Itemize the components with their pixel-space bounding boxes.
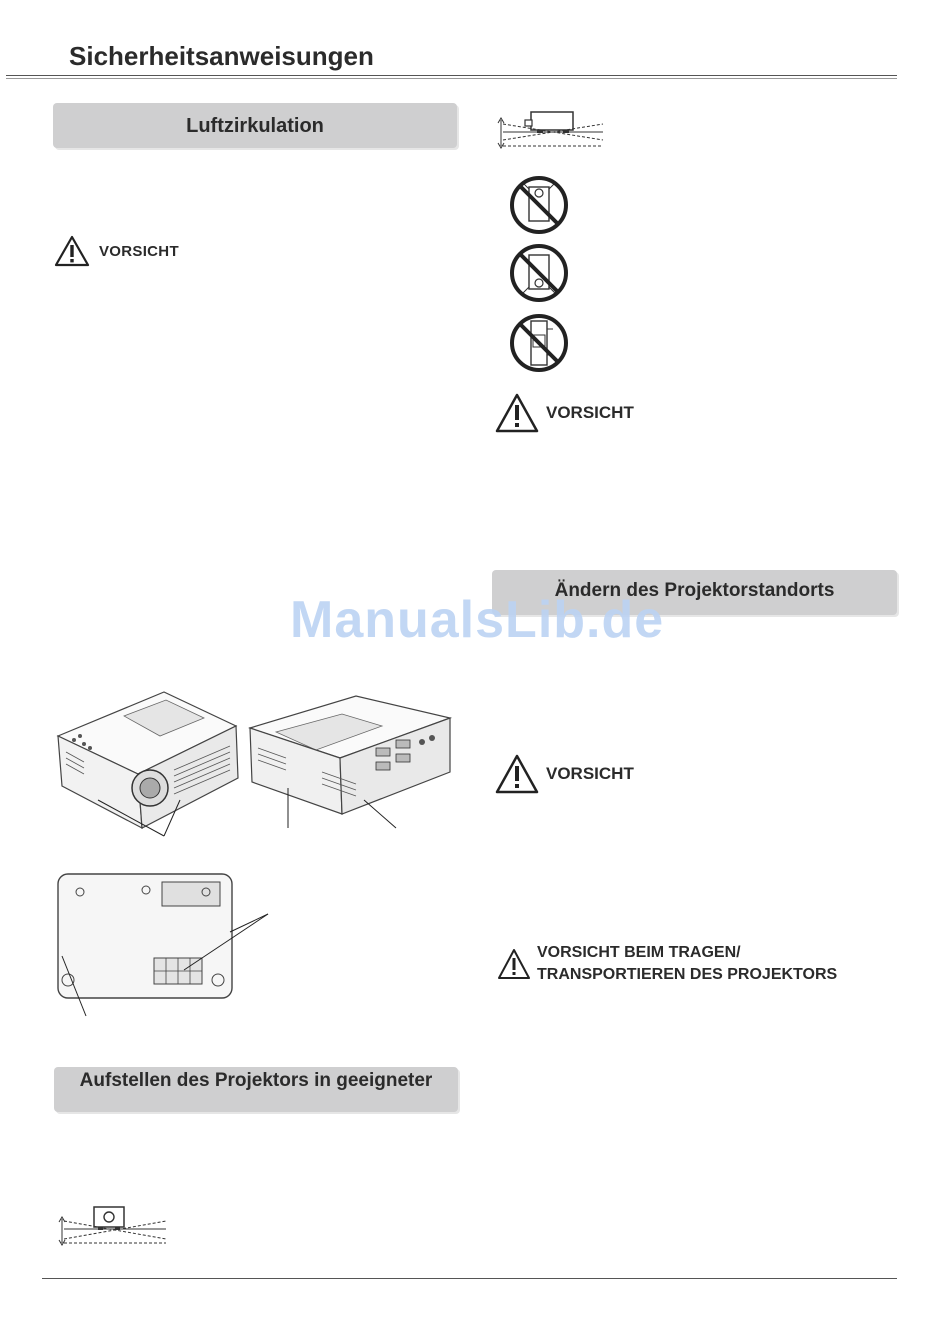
caution-block-transport — [497, 942, 837, 986]
projector-tilt-diagram — [497, 106, 607, 152]
projector-bottom-illustration — [54, 870, 274, 1020]
projector-tilt-diagram-front — [58, 1203, 170, 1247]
section-header-luftzirkulation — [53, 103, 457, 148]
caution-block — [54, 235, 179, 267]
projector-front-illustration — [54, 688, 242, 840]
warning-triangle-icon — [495, 393, 539, 433]
section-title: Ändern des Projektorstandorts — [554, 580, 835, 601]
page-title: Sicherheitsanweisungen — [69, 41, 374, 71]
caution-block — [495, 754, 634, 794]
caution-label-line1: VORSICHT BEIM TRAGEN/ — [537, 944, 741, 961]
prohibited-upright-icon — [509, 175, 569, 235]
prohibited-sideways-icon — [509, 313, 569, 373]
header-rule-secondary — [6, 78, 897, 79]
section-title: Luftzirkulation — [186, 115, 324, 137]
warning-triangle-icon — [54, 235, 90, 267]
footer-rule — [42, 1278, 897, 1279]
section-title: Aufstellen des Projektors in geeigneter — [79, 1070, 433, 1091]
caution-label-line2: TRANSPORTIEREN DES PROJEKTORS — [537, 966, 838, 983]
projector-rear-illustration — [246, 692, 456, 832]
header-rule — [6, 75, 897, 76]
caution-block — [495, 393, 634, 433]
prohibited-inverted-icon — [509, 243, 569, 303]
warning-triangle-icon — [495, 754, 539, 794]
caution-label: VORSICHT — [546, 403, 634, 422]
caution-label: VORSICHT — [546, 764, 634, 783]
caution-label: VORSICHT — [99, 242, 179, 260]
section-header-aufstellen — [54, 1067, 458, 1112]
warning-triangle-icon — [497, 948, 531, 980]
watermark: ManualsLib.de — [290, 591, 665, 649]
